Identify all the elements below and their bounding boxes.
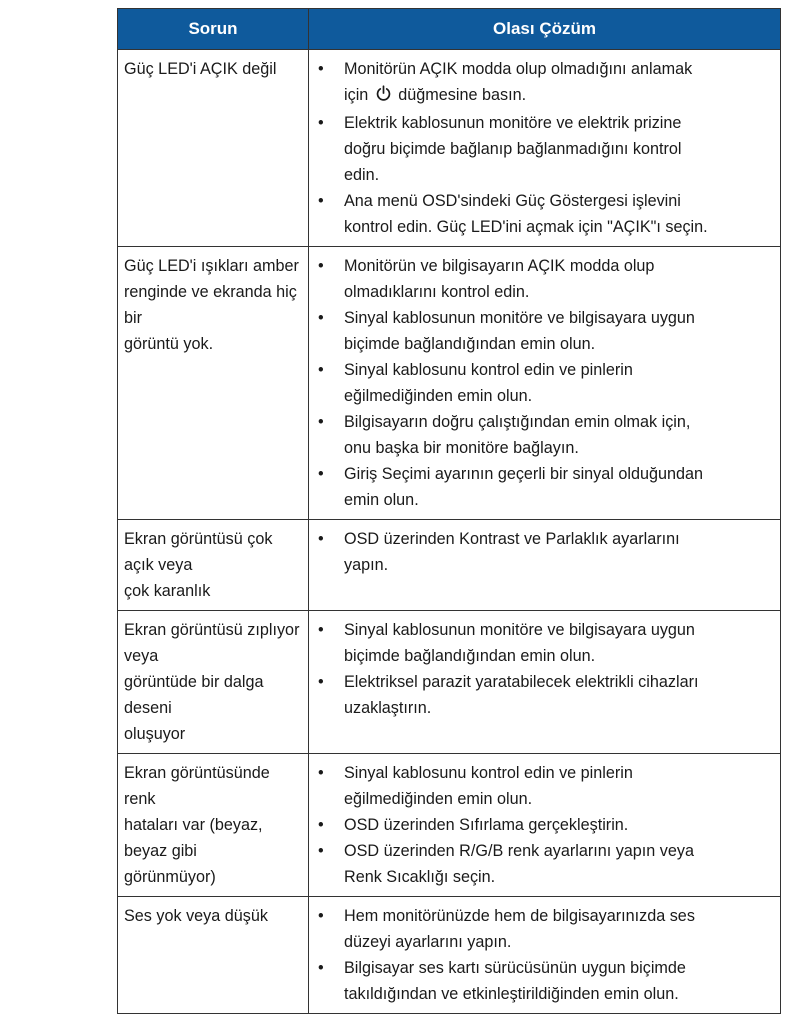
- solution-cell: [309, 247, 781, 520]
- problem-cell: Ekran görüntüsü zıplıyor veya görüntüde bir dalga deseni oluşuyor: [118, 611, 309, 754]
- table-row: [118, 897, 781, 1014]
- solution-text-part: düğmesine basın.: [393, 86, 527, 104]
- solution-cell: [309, 520, 781, 611]
- solution-text: Sinyal kablosunun monitöre ve bilgisayara uygun biçimde bağlandığından emin olun.: [344, 309, 695, 353]
- header-solution: Olası Çözüm: [309, 9, 781, 50]
- table-row: [118, 50, 781, 247]
- power-icon: [375, 84, 392, 110]
- solution-text: Sinyal kablosunu kontrol edin ve pinlerin eğilmediğinden emin olun.: [344, 361, 633, 405]
- solution-text: OSD üzerinden Sıfırlama gerçekleştirin.: [344, 816, 629, 834]
- solution-item: [315, 253, 772, 305]
- bullet-icon: •: [318, 959, 324, 977]
- solution-item: [315, 903, 772, 955]
- solution-item: [315, 461, 772, 513]
- bullet-icon: •: [318, 413, 324, 431]
- solution-item: [315, 669, 772, 721]
- bullet-icon: •: [318, 764, 324, 782]
- solution-item: [315, 305, 772, 357]
- solution-list: [315, 760, 772, 890]
- solution-text: Sinyal kablosunu kontrol edin ve pinlerin eğilmediğinden emin olun.: [344, 764, 633, 808]
- solution-item: [315, 812, 772, 838]
- solution-text: Bilgisayar ses kartı sürücüsünün uygun biçimde takıldığından ve etkinleştirildiğinden emin olun.: [344, 959, 686, 1003]
- bullet-icon: •: [318, 530, 324, 548]
- solution-item: [315, 56, 772, 110]
- problem-cell: Ekran görüntüsünde renk hataları var (beyaz, beyaz gibi görünmüyor): [118, 754, 309, 897]
- bullet-icon: •: [318, 114, 324, 132]
- solution-list: [315, 56, 772, 240]
- solution-list: [315, 526, 772, 578]
- solution-text: Elektrik kablosunun monitöre ve elektrik prizine doğru biçimde bağlanıp bağlanmadığını kontrol edin.: [344, 114, 682, 184]
- problem-cell: Güç LED'i AÇIK değil: [118, 50, 309, 247]
- solution-text: Elektriksel parazit yaratabilecek elektrikli cihazları uzaklaştırın.: [344, 673, 699, 717]
- problem-cell: Ekran görüntüsü çok açık veya çok karanlık: [118, 520, 309, 611]
- problem-cell: Güç LED'i ışıkları amber renginde ve ekranda hiç bir görüntü yok.: [118, 247, 309, 520]
- bullet-icon: •: [318, 465, 324, 483]
- bullet-icon: •: [318, 257, 324, 275]
- solution-cell: [309, 50, 781, 247]
- solution-item: [315, 838, 772, 890]
- solution-item: [315, 955, 772, 1007]
- solution-list: [315, 253, 772, 513]
- header-row: [118, 9, 781, 50]
- solution-text: [344, 60, 692, 104]
- table-row: [118, 754, 781, 897]
- bullet-icon: •: [318, 816, 324, 834]
- solution-item: [315, 760, 772, 812]
- bullet-icon: •: [318, 192, 324, 210]
- solution-text: OSD üzerinden Kontrast ve Parlaklık ayarlarını yapın.: [344, 530, 680, 574]
- solution-text: Bilgisayarın doğru çalıştığından emin olmak için, onu başka bir monitöre bağlayın.: [344, 413, 691, 457]
- solution-cell: [309, 611, 781, 754]
- solution-item: [315, 617, 772, 669]
- table-row: [118, 611, 781, 754]
- solution-text: Giriş Seçimi ayarının geçerli bir sinyal olduğundan emin olun.: [344, 465, 703, 509]
- bullet-icon: •: [318, 60, 324, 78]
- bullet-icon: •: [318, 621, 324, 639]
- table-body: [118, 50, 781, 1014]
- solution-text: Ana menü OSD'sindeki Güç Göstergesi işlevini kontrol edin. Güç LED'ini açmak için "AÇIK"ı seçin.: [344, 192, 708, 236]
- solution-list: [315, 903, 772, 1007]
- solution-text-part: Monitörün AÇIK modda olup olmadığını anlamak için: [344, 60, 693, 104]
- solution-item: [315, 357, 772, 409]
- header-problem: Sorun: [118, 9, 309, 50]
- table-header: [118, 9, 781, 50]
- solution-cell: [309, 897, 781, 1014]
- bullet-icon: •: [318, 673, 324, 691]
- solution-text: Monitörün ve bilgisayarın AÇIK modda olup olmadıklarını kontrol edin.: [344, 257, 655, 301]
- solution-item: [315, 110, 772, 188]
- bullet-icon: •: [318, 361, 324, 379]
- solution-item: [315, 409, 772, 461]
- solution-list: [315, 617, 772, 721]
- solution-cell: [309, 754, 781, 897]
- bullet-icon: •: [318, 907, 324, 925]
- solution-item: [315, 526, 772, 578]
- solution-text: OSD üzerinden R/G/B renk ayarlarını yapın veya Renk Sıcaklığı seçin.: [344, 842, 694, 886]
- table-row: [118, 247, 781, 520]
- solution-item: [315, 188, 772, 240]
- table-row: [118, 520, 781, 611]
- troubleshooting-table: [117, 8, 781, 1014]
- bullet-icon: •: [318, 842, 324, 860]
- bullet-icon: •: [318, 309, 324, 327]
- problem-cell: Ses yok veya düşük: [118, 897, 309, 1014]
- solution-text: Sinyal kablosunun monitöre ve bilgisayara uygun biçimde bağlandığından emin olun.: [344, 621, 695, 665]
- solution-text: Hem monitörünüzde hem de bilgisayarınızda ses düzeyi ayarlarını yapın.: [344, 907, 695, 951]
